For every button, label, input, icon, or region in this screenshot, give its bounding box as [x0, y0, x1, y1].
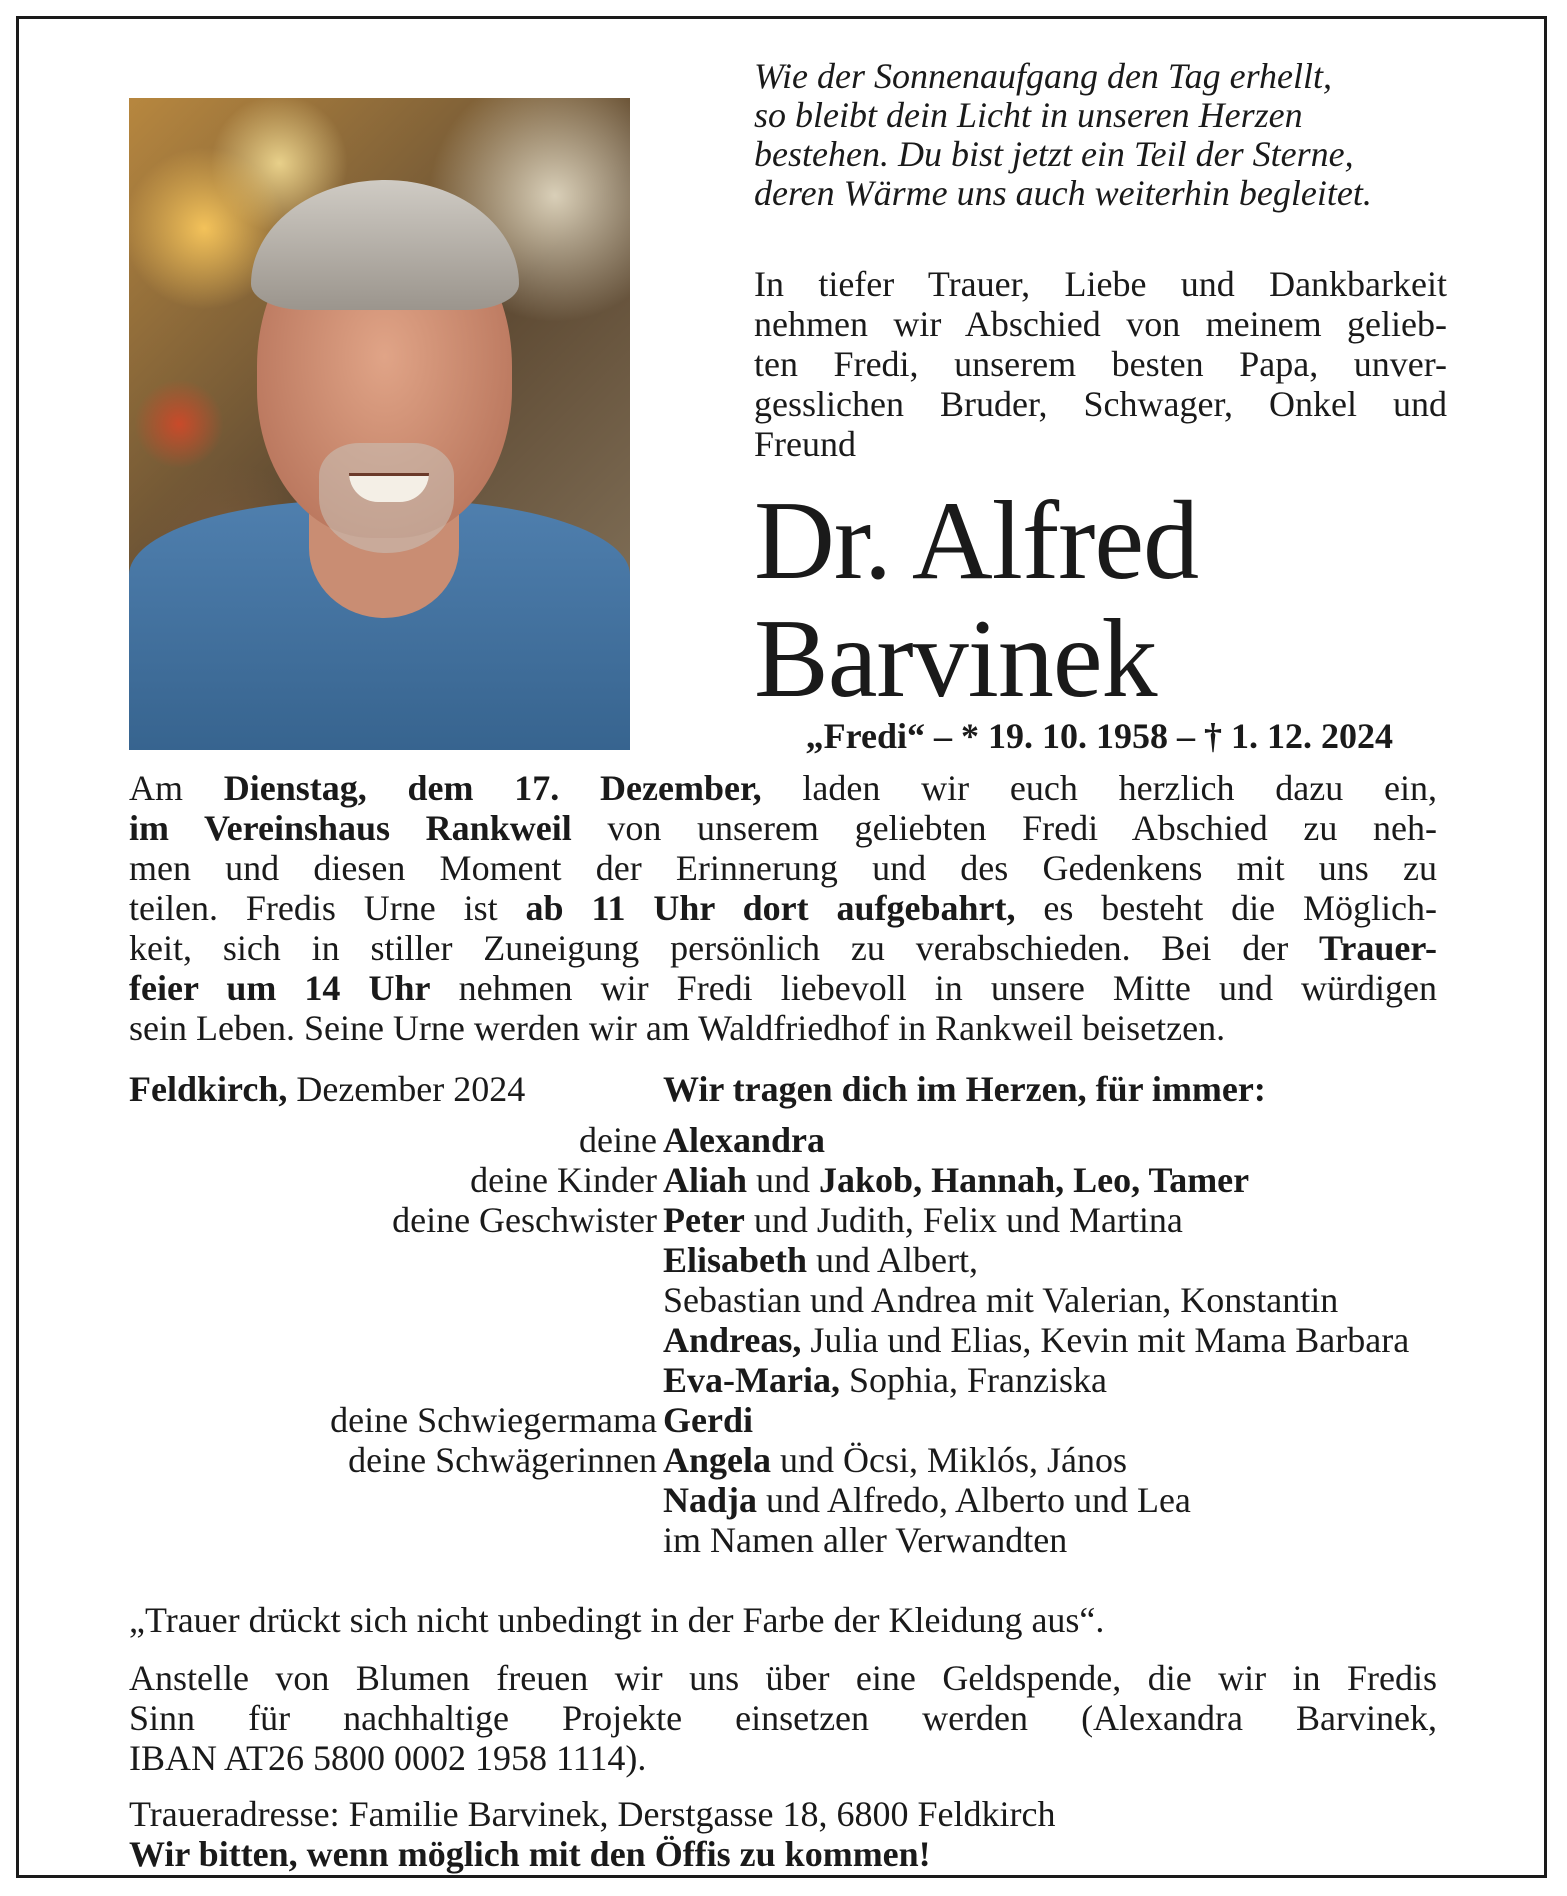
transport-request: Wir bitten, wenn möglich mit den Öffis zu kommen! — [129, 1834, 931, 1874]
intro-line: ten Fredi, unserem besten Papa, unver- — [754, 344, 1447, 384]
bold-text: Eva-Maria, — [663, 1360, 840, 1400]
family-names — [663, 1120, 825, 1160]
body-line — [129, 888, 1437, 928]
text: keit, sich in stiller Zuneigung persönlich zu verabschieden. Bei der — [129, 928, 1320, 968]
text: Am — [129, 768, 224, 808]
text: Sophia, Franziska — [839, 1360, 1107, 1400]
bold-text: Andreas, — [663, 1320, 802, 1360]
quote-line: Wie der Sonnenaufgang den Tag erhellt, — [754, 56, 1332, 96]
intro-line: nehmen wir Abschied von meinem gelieb- — [754, 304, 1447, 344]
bold-text: im Vereinshaus Rankweil — [129, 808, 572, 848]
family-heading: Wir tragen dich im Herzen, für immer: — [663, 1069, 1266, 1109]
text: und Albert, — [807, 1240, 979, 1280]
family-names — [663, 1480, 1191, 1520]
place-date — [129, 1069, 525, 1109]
name-first: Dr. Alfred — [754, 479, 1199, 603]
family-names — [663, 1280, 1338, 1320]
quote-line: so bleibt dein Licht in unseren Herzen — [754, 95, 1303, 135]
text: und Öcsi, Miklós, János — [771, 1440, 1128, 1480]
family-names — [663, 1520, 1067, 1560]
place-date-text: Dezember 2024 — [296, 1069, 526, 1109]
quote-line: deren Wärme uns auch weiterhin begleitet. — [754, 173, 1372, 213]
intro-line: Freund — [754, 424, 856, 464]
bold-text: Dienstag, dem 17. Dezember, — [223, 768, 762, 808]
portrait-photo — [129, 98, 630, 750]
bold-text: Jakob, Hannah, Leo, Tamer — [819, 1160, 1250, 1200]
text: und Judith, Felix und Martina — [744, 1200, 1183, 1240]
text: laden wir euch herzlich dazu ein, — [761, 768, 1437, 808]
intro-paragraph — [754, 264, 1447, 464]
ceremony-paragraph — [129, 768, 1437, 1048]
relation-label: deine Schwiegermama — [330, 1400, 657, 1440]
bold-text: ab 11 Uhr dort aufgebahrt, — [525, 888, 1016, 928]
mourning-address: Traueradresse: Familie Barvinek, Derstgasse 18, 6800 Feldkirch — [129, 1794, 1056, 1834]
text: es besteht die Möglich- — [1015, 888, 1437, 928]
body-line — [129, 808, 1437, 848]
bold-text: Elisabeth — [663, 1240, 808, 1280]
relation-label: deine Schwägerinnen — [348, 1440, 657, 1480]
place-city: Feldkirch, — [129, 1069, 288, 1109]
name-last: Barvinek — [754, 597, 1157, 721]
poem-quote — [754, 57, 1372, 213]
text: von unserem geliebten Fredi Abschied zu neh- — [571, 808, 1437, 848]
donation-paragraph — [129, 1658, 1437, 1778]
bold-text: feier um 14 Uhr — [129, 968, 431, 1008]
deceased-name — [754, 479, 1199, 721]
family-names — [663, 1320, 1409, 1360]
body-line — [129, 928, 1437, 968]
bold-text: Angela — [663, 1440, 771, 1480]
relation-label: deine — [579, 1120, 657, 1160]
body-line — [129, 1008, 1437, 1048]
intro-line: In tiefer Trauer, Liebe und Dankbarkeit — [754, 264, 1447, 304]
text: Julia und Elias, Kevin mit Mama Barbara — [801, 1320, 1410, 1360]
body-line — [129, 848, 1437, 888]
text: sein Leben. Seine Urne werden wir am Waldfriedhof in Rankweil beisetzen. — [129, 1008, 1226, 1048]
donation-line: IBAN AT26 5800 0002 1958 1114). — [129, 1738, 647, 1778]
text: und Alfredo, Alberto und Lea — [757, 1480, 1191, 1520]
intro-line: gesslichen Bruder, Schwager, Onkel und — [754, 384, 1447, 424]
family-names — [663, 1200, 1183, 1240]
text: im Namen aller Verwandten — [663, 1520, 1068, 1560]
donation-line: Anstelle von Blumen freuen wir uns über eine Geldspende, die wir in Fredis — [129, 1658, 1437, 1698]
closing-quote: „Trauer drückt sich nicht unbedingt in der Farbe der Kleidung aus“. — [129, 1600, 1105, 1640]
bold-text: Aliah — [663, 1160, 748, 1200]
bold-text: Nadja — [663, 1480, 758, 1520]
donation-line: Sinn für nachhaltige Projekte einsetzen werden (Alexandra Barvinek, — [129, 1698, 1437, 1738]
text: nehmen wir Fredi liebevoll in unsere Mitte und würdigen — [430, 968, 1437, 1008]
body-line — [129, 768, 1437, 808]
bold-text: Gerdi — [663, 1400, 753, 1440]
family-names — [663, 1360, 1107, 1400]
relation-label: deine Kinder — [470, 1160, 657, 1200]
life-dates: „Fredi“ – * 19. 10. 1958 – † 1. 12. 2024 — [805, 716, 1393, 756]
family-names — [663, 1400, 753, 1440]
quote-line: bestehen. Du bist jetzt ein Teil der Sterne, — [754, 134, 1354, 174]
family-names — [663, 1160, 1249, 1200]
text: Sebastian und Andrea mit Valerian, Konstantin — [663, 1280, 1339, 1320]
bold-text: Peter — [663, 1200, 745, 1240]
family-names — [663, 1240, 978, 1280]
bold-text: Trauer- — [1319, 928, 1437, 968]
body-line — [129, 968, 1437, 1008]
family-names — [663, 1440, 1127, 1480]
text: und — [747, 1160, 820, 1200]
bold-text: Alexandra — [663, 1120, 825, 1160]
text: men und diesen Moment der Erinnerung und des Gedenkens mit uns zu — [129, 848, 1437, 888]
text: teilen. Fredis Urne ist — [129, 888, 526, 928]
relation-label: deine Geschwister — [392, 1200, 657, 1240]
